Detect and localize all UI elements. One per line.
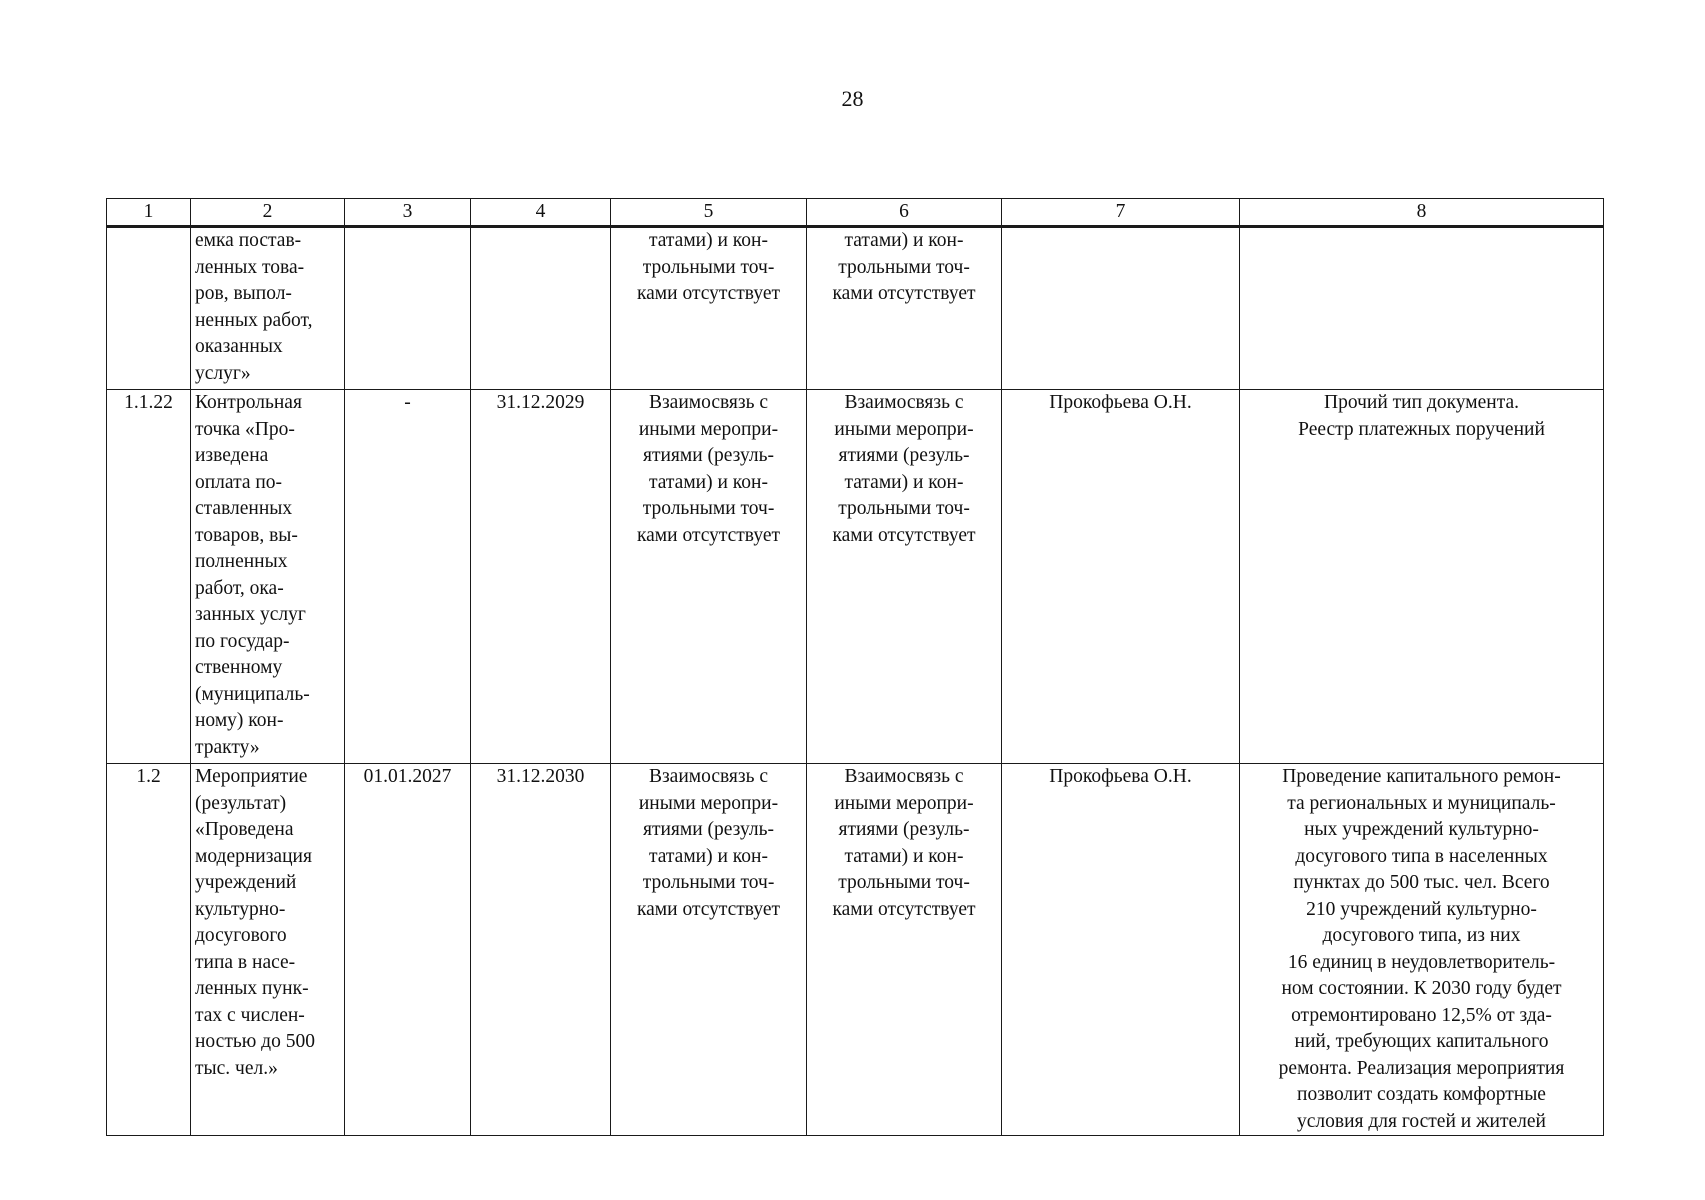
end-date-cell: 31.12.2029 xyxy=(471,390,611,764)
predecessor-cell: Взаимосвязь с иными меропри- ятиями (резуль- татами) и кон- трольными точ- ками отсутствует xyxy=(611,390,807,764)
name-cell: Мероприятие (результат) «Проведена модернизация учреждений культурно- досугового типа в насе- ленных пунк- тах с числен- ностью до 500 тыс. чел.» xyxy=(191,764,345,1136)
page-number: 28 xyxy=(841,86,864,111)
column-header: 4 xyxy=(471,199,611,227)
start-date-cell: - xyxy=(345,390,471,764)
table-row xyxy=(107,764,1604,1136)
column-header: 1 xyxy=(107,199,191,227)
column-header: 3 xyxy=(345,199,471,227)
end-date-cell xyxy=(471,227,611,390)
table-row xyxy=(107,390,1604,764)
row-number-cell: 1.2 xyxy=(107,764,191,1136)
start-date-cell: 01.01.2027 xyxy=(345,764,471,1136)
table-header-row xyxy=(107,199,1604,227)
data-table xyxy=(106,198,1604,1136)
successor-cell: татами) и кон- трольными точ- ками отсутствует xyxy=(807,227,1002,390)
row-number-cell xyxy=(107,227,191,390)
responsible-cell: Прокофьева О.Н. xyxy=(1002,390,1240,764)
name-cell: Контрольная точка «Про- изведена оплата по- ставленных товаров, вы- полненных работ, ока- занных услуг по государ- ственному (муниципаль- ному) кон- тракту» xyxy=(191,390,345,764)
successor-cell: Взаимосвязь с иными меропри- ятиями (резуль- татами) и кон- трольными точ- ками отсутствует xyxy=(807,764,1002,1136)
description-cell: Проведение капитального ремон- та региональных и муниципаль- ных учреждений культурно- досугового типа в населенных пунктах до 500 тыс. чел. Всего 210 учреждений культурно- досугового типа, из них 16 единиц в неудовлетворитель- ном состоянии. К 2030 году будет отремонтировано 12,5% от зда- ний, требующих капитального ремонта. Реализация мероприятия позволит создать комфортные условия для гостей и жителей xyxy=(1240,764,1604,1136)
successor-cell: Взаимосвязь с иными меропри- ятиями (резуль- татами) и кон- трольными точ- ками отсутствует xyxy=(807,390,1002,764)
column-header: 7 xyxy=(1002,199,1240,227)
name-cell: емка постав- ленных това- ров, выпол- ненных работ, оказанных услуг» xyxy=(191,227,345,390)
column-header: 5 xyxy=(611,199,807,227)
description-cell: Прочий тип документа. Реестр платежных поручений xyxy=(1240,390,1604,764)
row-number-cell: 1.1.22 xyxy=(107,390,191,764)
column-header: 8 xyxy=(1240,199,1604,227)
description-cell xyxy=(1240,227,1604,390)
column-header: 2 xyxy=(191,199,345,227)
predecessor-cell: татами) и кон- трольными точ- ками отсутствует xyxy=(611,227,807,390)
responsible-cell: Прокофьева О.Н. xyxy=(1002,764,1240,1136)
start-date-cell xyxy=(345,227,471,390)
responsible-cell xyxy=(1002,227,1240,390)
column-header: 6 xyxy=(807,199,1002,227)
table-row xyxy=(107,227,1604,390)
end-date-cell: 31.12.2030 xyxy=(471,764,611,1136)
predecessor-cell: Взаимосвязь с иными меропри- ятиями (резуль- татами) и кон- трольными точ- ками отсутствует xyxy=(611,764,807,1136)
